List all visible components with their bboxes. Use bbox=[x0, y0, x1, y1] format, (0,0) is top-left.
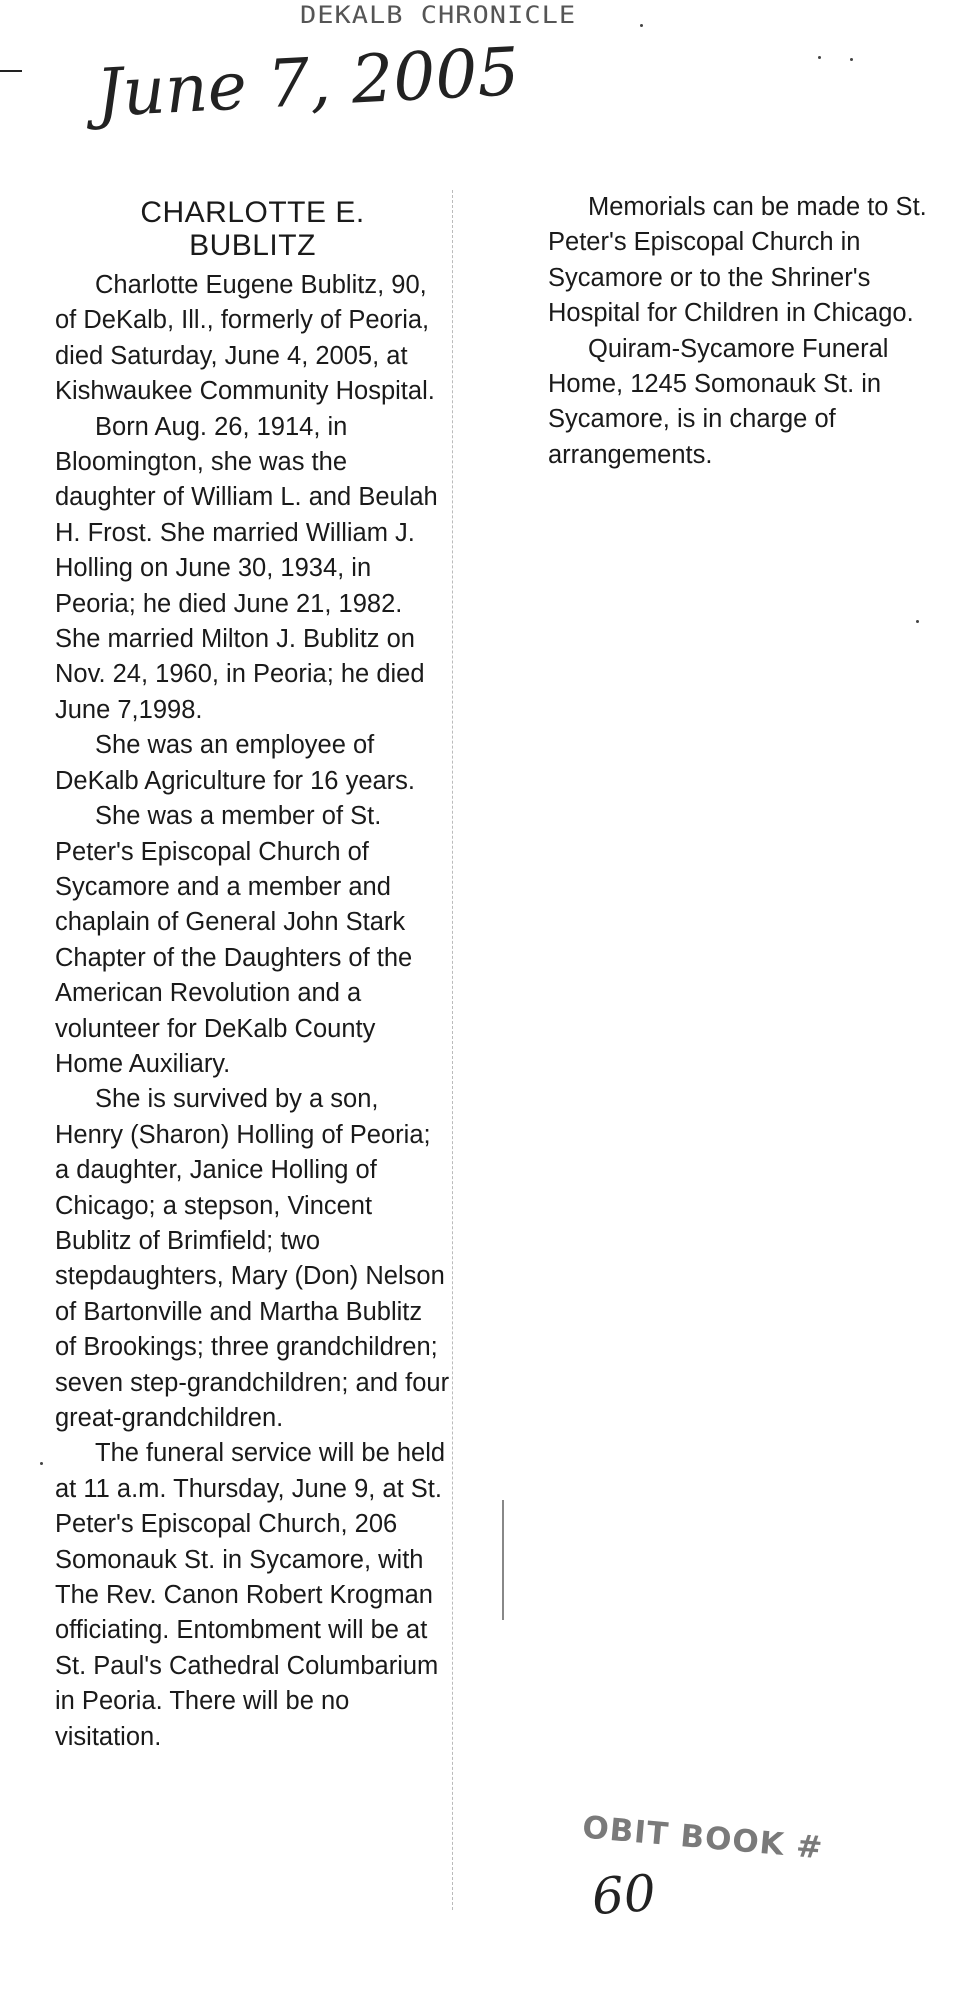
scan-speck bbox=[640, 24, 643, 27]
obituary-left-column bbox=[55, 196, 450, 1755]
paragraph-funeral-home: Quiram-Sycamore Funeral Home, 1245 Somonauk St. in Sycamore, is in charge of arrangements. bbox=[548, 334, 889, 469]
paragraph-funeral-service: The funeral service will be held at 11 a.m. Thursday, June 9, at St. Peter's Episcopal Church, 206 Somonauk St. in Sycamore, with The Rev. Canon Robert Krogman officiating. Entombment will be at St. Paul's Cathedral Columbarium in Peoria. There will be no visitation. bbox=[55, 1439, 446, 1751]
column-rule bbox=[502, 1500, 504, 1620]
paragraph-death-notice: Charlotte Eugene Bublitz, 90, of DeKalb, Ill., formerly of Peoria, died Saturday, June 4, 2005, at Kishwaukee Community Hospital. bbox=[55, 271, 435, 406]
paragraph-memorials: Memorials can be made to St. Peter's Episcopal Church in Sycamore or to the Shriner's Hospital for Children in Chicago. bbox=[548, 193, 927, 328]
newspaper-name-stamp: DEKALB CHRONICLE bbox=[300, 1, 577, 30]
margin-dash bbox=[0, 70, 22, 72]
obituary-right-column bbox=[548, 190, 928, 473]
paragraph-employment: She was an employee of DeKalb Agriculture for 16 years. bbox=[55, 731, 416, 795]
obituary-headline bbox=[55, 196, 450, 262]
handwritten-date: June 7, 2005 bbox=[94, 32, 522, 133]
headline-line-2: BUBLITZ bbox=[189, 229, 316, 262]
column-fold-line bbox=[452, 190, 453, 1910]
headline-line-1: CHARLOTTE E. bbox=[140, 196, 365, 229]
obit-book-number: 60 bbox=[590, 1863, 658, 1927]
scan-speck bbox=[916, 620, 919, 623]
paragraph-biography: Born Aug. 26, 1914, in Bloomington, she was the daughter of William L. and Beulah H. Frost. She married William J. Holling on June 30, 1934, in Peoria; he died June 21, 1982. She married Milton J. Bublitz on Nov. 24, 1960, in Peoria; he died June 7,1998. bbox=[55, 412, 438, 724]
paragraph-survivors: She is survived by a son, Henry (Sharon) Holling of Peoria; a daughter, Janice Holling of Chicago; a stepson, Vincent Bublitz of Brimfield; two stepdaughters, Mary (Don) Nelson of Bartonville and Martha Bublitz of Brookings; three grandchildren; seven step-grandchildren; and four great-grandchildren. bbox=[55, 1085, 450, 1432]
scan-speck bbox=[850, 58, 853, 61]
scan-speck bbox=[818, 56, 821, 59]
scan-speck bbox=[40, 1462, 43, 1465]
obit-book-stamp: OBIT BOOK # bbox=[580, 1809, 825, 1867]
paragraph-memberships: She was a member of St. Peter's Episcopal Church of Sycamore and a member and chaplain of General John Stark Chapter of the Daughters of the American Revolution and a volunteer for DeKalb County Home Auxiliary. bbox=[55, 802, 413, 1078]
